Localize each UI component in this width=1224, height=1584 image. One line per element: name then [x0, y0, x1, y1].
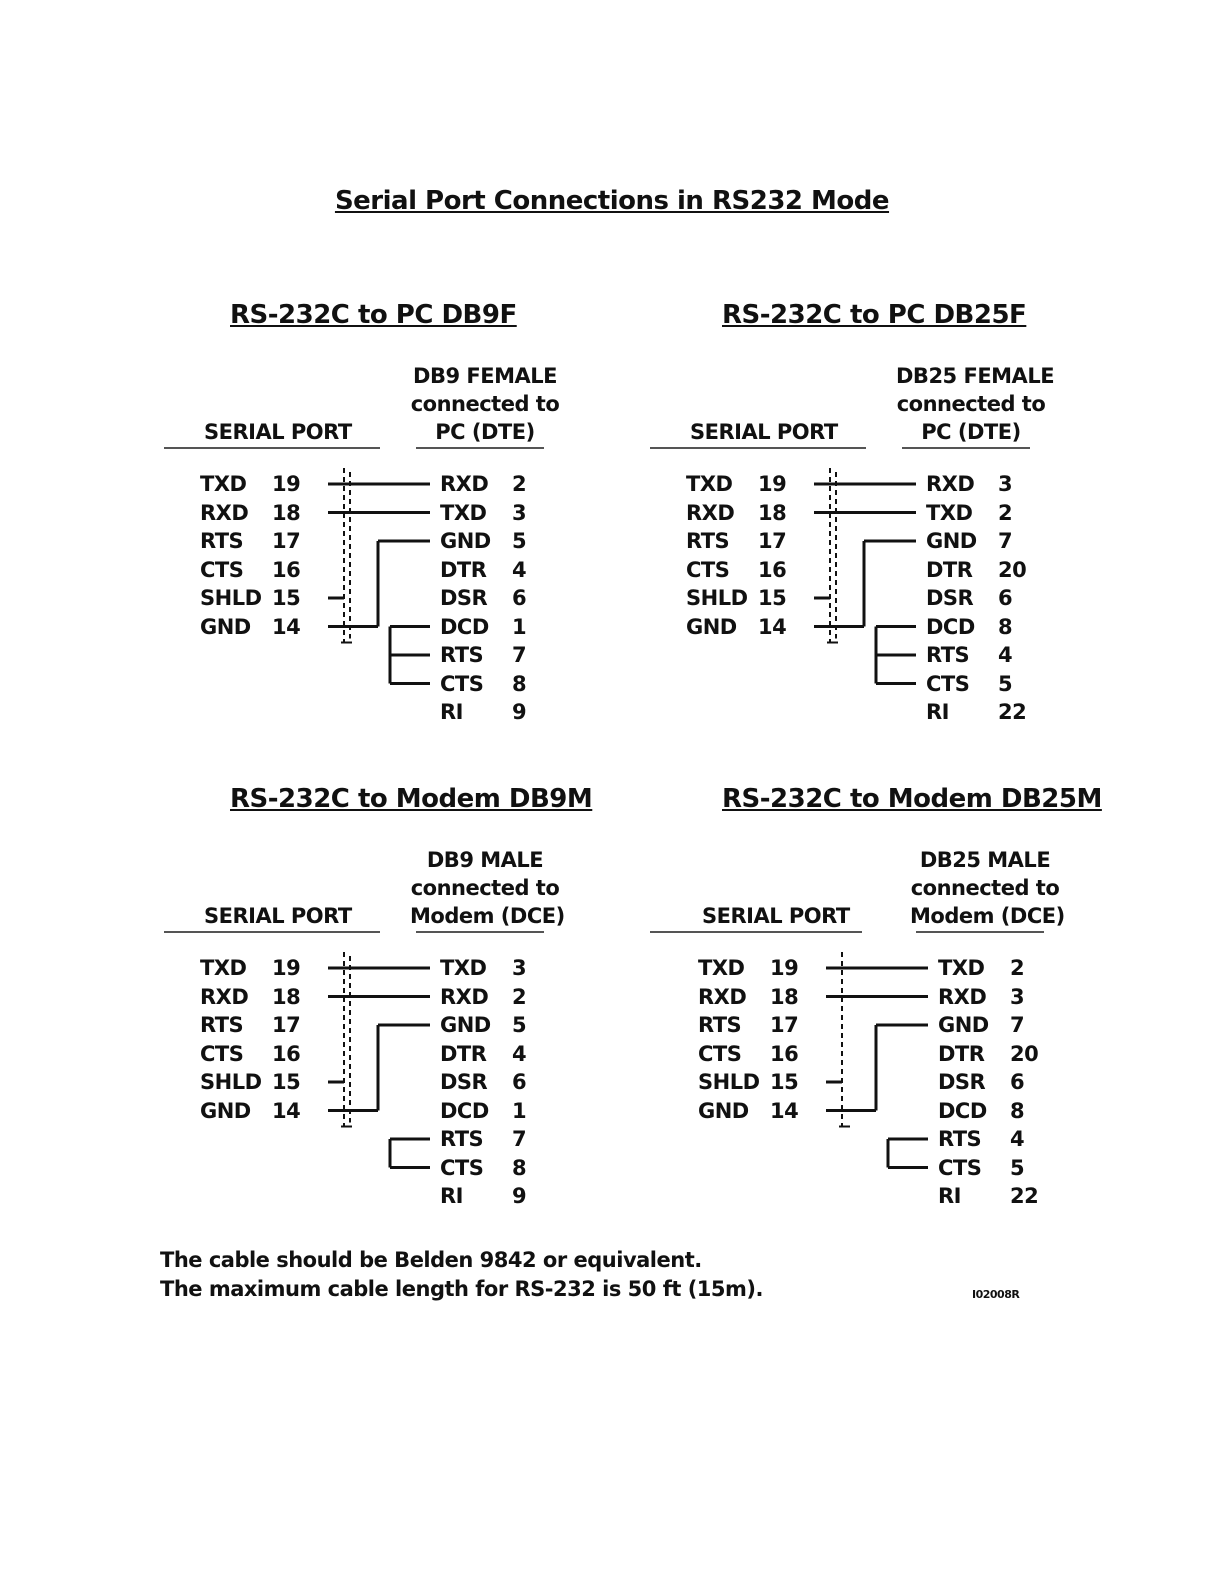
serial-signal-cts: CTS — [698, 1041, 742, 1066]
wiring-diagram — [646, 784, 1102, 1224]
diagram-modem-db9m — [160, 784, 593, 1224]
diagram-title: RS-232C to PC DB25F — [722, 300, 1027, 330]
serial-pin-number: 15 — [272, 586, 301, 610]
remote-signal-rts: RTS — [440, 1127, 484, 1151]
serial-port-heading: SERIAL PORT — [204, 904, 352, 928]
remote-signal-dcd: DCD — [440, 614, 489, 639]
diagram-title: RS-232C to Modem DB25M — [722, 784, 1102, 814]
serial-pin-number: 15 — [758, 586, 787, 610]
serial-signal-gnd: GND — [200, 1098, 251, 1123]
serial-pin-number: 19 — [272, 956, 301, 980]
remote-signal-cts: CTS — [938, 1155, 982, 1180]
remote-pin-number: 3 — [998, 472, 1013, 496]
remote-pin-number: 1 — [512, 614, 527, 639]
cable-notes — [160, 1246, 763, 1304]
wiring-diagram — [160, 300, 580, 740]
remote-pin-number: 3 — [512, 500, 527, 525]
remote-signal-dcd: DCD — [938, 1098, 987, 1123]
remote-pin-number: 4 — [1010, 1127, 1025, 1151]
diagram-title: RS-232C to Modem DB9M — [230, 784, 593, 814]
remote-pin-number: 2 — [512, 984, 527, 1009]
serial-signal-rxd: RXD — [686, 500, 735, 525]
serial-signal-shld: SHLD — [698, 1070, 760, 1094]
connector-heading-line-target: PC (DTE) — [435, 420, 535, 444]
serial-pin-number: 16 — [758, 557, 787, 582]
remote-pin-number: 6 — [512, 586, 527, 610]
serial-pin-number: 14 — [272, 614, 301, 639]
serial-pin-number: 15 — [770, 1070, 799, 1094]
serial-pin-number: 19 — [758, 472, 787, 496]
remote-pin-number: 5 — [998, 671, 1013, 696]
serial-signal-rts: RTS — [698, 1013, 742, 1037]
remote-signal-dcd: DCD — [440, 1098, 489, 1123]
connector-heading-line-connected: connected to — [910, 876, 1060, 900]
connector-heading-line-connected: connected to — [410, 392, 560, 416]
serial-signal-gnd: GND — [200, 614, 251, 639]
serial-port-heading: SERIAL PORT — [690, 420, 838, 444]
serial-pin-number: 17 — [770, 1013, 799, 1037]
serial-pin-number: 16 — [272, 1041, 301, 1066]
remote-signal-rxd: RXD — [926, 472, 975, 496]
serial-port-heading: SERIAL PORT — [204, 420, 352, 444]
remote-pin-number: 6 — [512, 1070, 527, 1094]
serial-pin-number: 18 — [770, 984, 799, 1009]
connector-heading-line-type: DB9 FEMALE — [413, 364, 557, 388]
remote-pin-number: 3 — [1010, 984, 1025, 1009]
connector-heading-line-target: PC (DTE) — [921, 420, 1021, 444]
remote-pin-number: 8 — [512, 1155, 527, 1180]
remote-pin-number: 4 — [512, 557, 527, 582]
serial-pin-number: 18 — [758, 500, 787, 525]
remote-signal-dsr: DSR — [440, 586, 488, 610]
remote-pin-number: 2 — [1010, 956, 1025, 980]
serial-signal-rts: RTS — [200, 1013, 244, 1037]
serial-pin-number: 19 — [272, 472, 301, 496]
serial-signal-shld: SHLD — [686, 586, 748, 610]
serial-signal-cts: CTS — [200, 557, 244, 582]
serial-signal-rts: RTS — [686, 529, 730, 553]
note-cable-length: The maximum cable length for RS-232 is 50 ft (15m). — [160, 1277, 763, 1301]
serial-pin-number: 17 — [272, 529, 301, 553]
remote-signal-ri: RI — [926, 700, 949, 724]
remote-signal-gnd: GND — [440, 529, 491, 553]
connector-heading-line-connected: connected to — [896, 392, 1046, 416]
serial-signal-shld: SHLD — [200, 586, 262, 610]
serial-signal-rts: RTS — [200, 529, 244, 553]
remote-pin-number: 8 — [998, 614, 1013, 639]
remote-signal-cts: CTS — [926, 671, 970, 696]
remote-signal-dtr: DTR — [440, 1041, 487, 1066]
remote-signal-cts: CTS — [440, 671, 484, 696]
serial-signal-txd: TXD — [686, 472, 733, 496]
remote-pin-number: 2 — [512, 472, 527, 496]
serial-signal-gnd: GND — [698, 1098, 749, 1123]
serial-pin-number: 18 — [272, 500, 301, 525]
connector-heading-line-type: DB25 MALE — [919, 848, 1051, 872]
remote-signal-dsr: DSR — [926, 586, 974, 610]
note-cable-type: The cable should be Belden 9842 or equivalent. — [160, 1248, 702, 1272]
remote-pin-number: 7 — [512, 643, 527, 667]
serial-signal-txd: TXD — [200, 472, 247, 496]
remote-pin-number: 9 — [512, 1184, 527, 1208]
remote-pin-number: 20 — [1010, 1041, 1039, 1066]
remote-pin-number: 7 — [998, 529, 1013, 553]
serial-pin-number: 19 — [770, 956, 799, 980]
figure-reference: I02008R — [972, 1288, 1020, 1301]
serial-signal-cts: CTS — [686, 557, 730, 582]
connector-heading-line-target: Modem (DCE) — [410, 904, 565, 928]
connector-heading-line-type: DB25 FEMALE — [896, 364, 1055, 388]
remote-pin-number: 8 — [1010, 1098, 1025, 1123]
serial-pin-number: 14 — [758, 614, 787, 639]
remote-signal-gnd: GND — [440, 1013, 491, 1037]
remote-pin-number: 6 — [1010, 1070, 1025, 1094]
wiring-diagram — [160, 784, 593, 1224]
serial-signal-rxd: RXD — [200, 984, 249, 1009]
remote-pin-number: 22 — [998, 700, 1027, 724]
serial-signal-cts: CTS — [200, 1041, 244, 1066]
connector-heading-line-connected: connected to — [410, 876, 560, 900]
serial-signal-shld: SHLD — [200, 1070, 262, 1094]
remote-signal-txd: TXD — [440, 500, 487, 525]
remote-signal-txd: TXD — [440, 956, 487, 980]
remote-pin-number: 4 — [998, 643, 1013, 667]
remote-pin-number: 3 — [512, 956, 527, 980]
remote-signal-gnd: GND — [938, 1013, 989, 1037]
serial-pin-number: 16 — [272, 557, 301, 582]
remote-signal-ri: RI — [938, 1184, 961, 1208]
serial-port-heading: SERIAL PORT — [702, 904, 850, 928]
remote-pin-number: 5 — [512, 529, 527, 553]
remote-signal-rxd: RXD — [938, 984, 987, 1009]
serial-pin-number: 14 — [770, 1098, 799, 1123]
remote-signal-gnd: GND — [926, 529, 977, 553]
remote-signal-rts: RTS — [938, 1127, 982, 1151]
remote-signal-txd: TXD — [938, 956, 985, 980]
remote-pin-number: 6 — [998, 586, 1013, 610]
remote-signal-rxd: RXD — [440, 472, 489, 496]
remote-pin-number: 2 — [998, 500, 1013, 525]
diagram-pc-db25f — [646, 300, 1066, 740]
serial-signal-txd: TXD — [698, 956, 745, 980]
remote-signal-dsr: DSR — [938, 1070, 986, 1094]
diagram-modem-db25m — [646, 784, 1102, 1224]
remote-signal-dsr: DSR — [440, 1070, 488, 1094]
remote-pin-number: 1 — [512, 1098, 527, 1123]
serial-pin-number: 15 — [272, 1070, 301, 1094]
serial-signal-rxd: RXD — [698, 984, 747, 1009]
serial-pin-number: 16 — [770, 1041, 799, 1066]
remote-pin-number: 20 — [998, 557, 1027, 582]
remote-pin-number: 4 — [512, 1041, 527, 1066]
connector-heading-line-target: Modem (DCE) — [910, 904, 1065, 928]
remote-pin-number: 22 — [1010, 1184, 1039, 1208]
remote-signal-rxd: RXD — [440, 984, 489, 1009]
remote-signal-ri: RI — [440, 1184, 463, 1208]
remote-pin-number: 9 — [512, 700, 527, 724]
remote-signal-rts: RTS — [440, 643, 484, 667]
remote-signal-dtr: DTR — [440, 557, 487, 582]
wiring-diagram — [646, 300, 1066, 740]
serial-pin-number: 14 — [272, 1098, 301, 1123]
page-title: Serial Port Connections in RS232 Mode — [334, 186, 890, 216]
diagram-title: RS-232C to PC DB9F — [230, 300, 517, 330]
diagram-pc-db9f — [160, 300, 580, 740]
serial-pin-number: 17 — [758, 529, 787, 553]
remote-signal-dcd: DCD — [926, 614, 975, 639]
remote-pin-number: 5 — [1010, 1155, 1025, 1180]
serial-signal-gnd: GND — [686, 614, 737, 639]
remote-signal-ri: RI — [440, 700, 463, 724]
remote-signal-dtr: DTR — [938, 1041, 985, 1066]
remote-pin-number: 7 — [1010, 1013, 1025, 1037]
remote-signal-txd: TXD — [926, 500, 973, 525]
serial-signal-txd: TXD — [200, 956, 247, 980]
connector-heading-line-type: DB9 MALE — [426, 848, 544, 872]
remote-pin-number: 8 — [512, 671, 527, 696]
serial-pin-number: 18 — [272, 984, 301, 1009]
remote-pin-number: 5 — [512, 1013, 527, 1037]
serial-pin-number: 17 — [272, 1013, 301, 1037]
remote-signal-rts: RTS — [926, 643, 970, 667]
serial-signal-rxd: RXD — [200, 500, 249, 525]
remote-signal-cts: CTS — [440, 1155, 484, 1180]
remote-pin-number: 7 — [512, 1127, 527, 1151]
remote-signal-dtr: DTR — [926, 557, 973, 582]
